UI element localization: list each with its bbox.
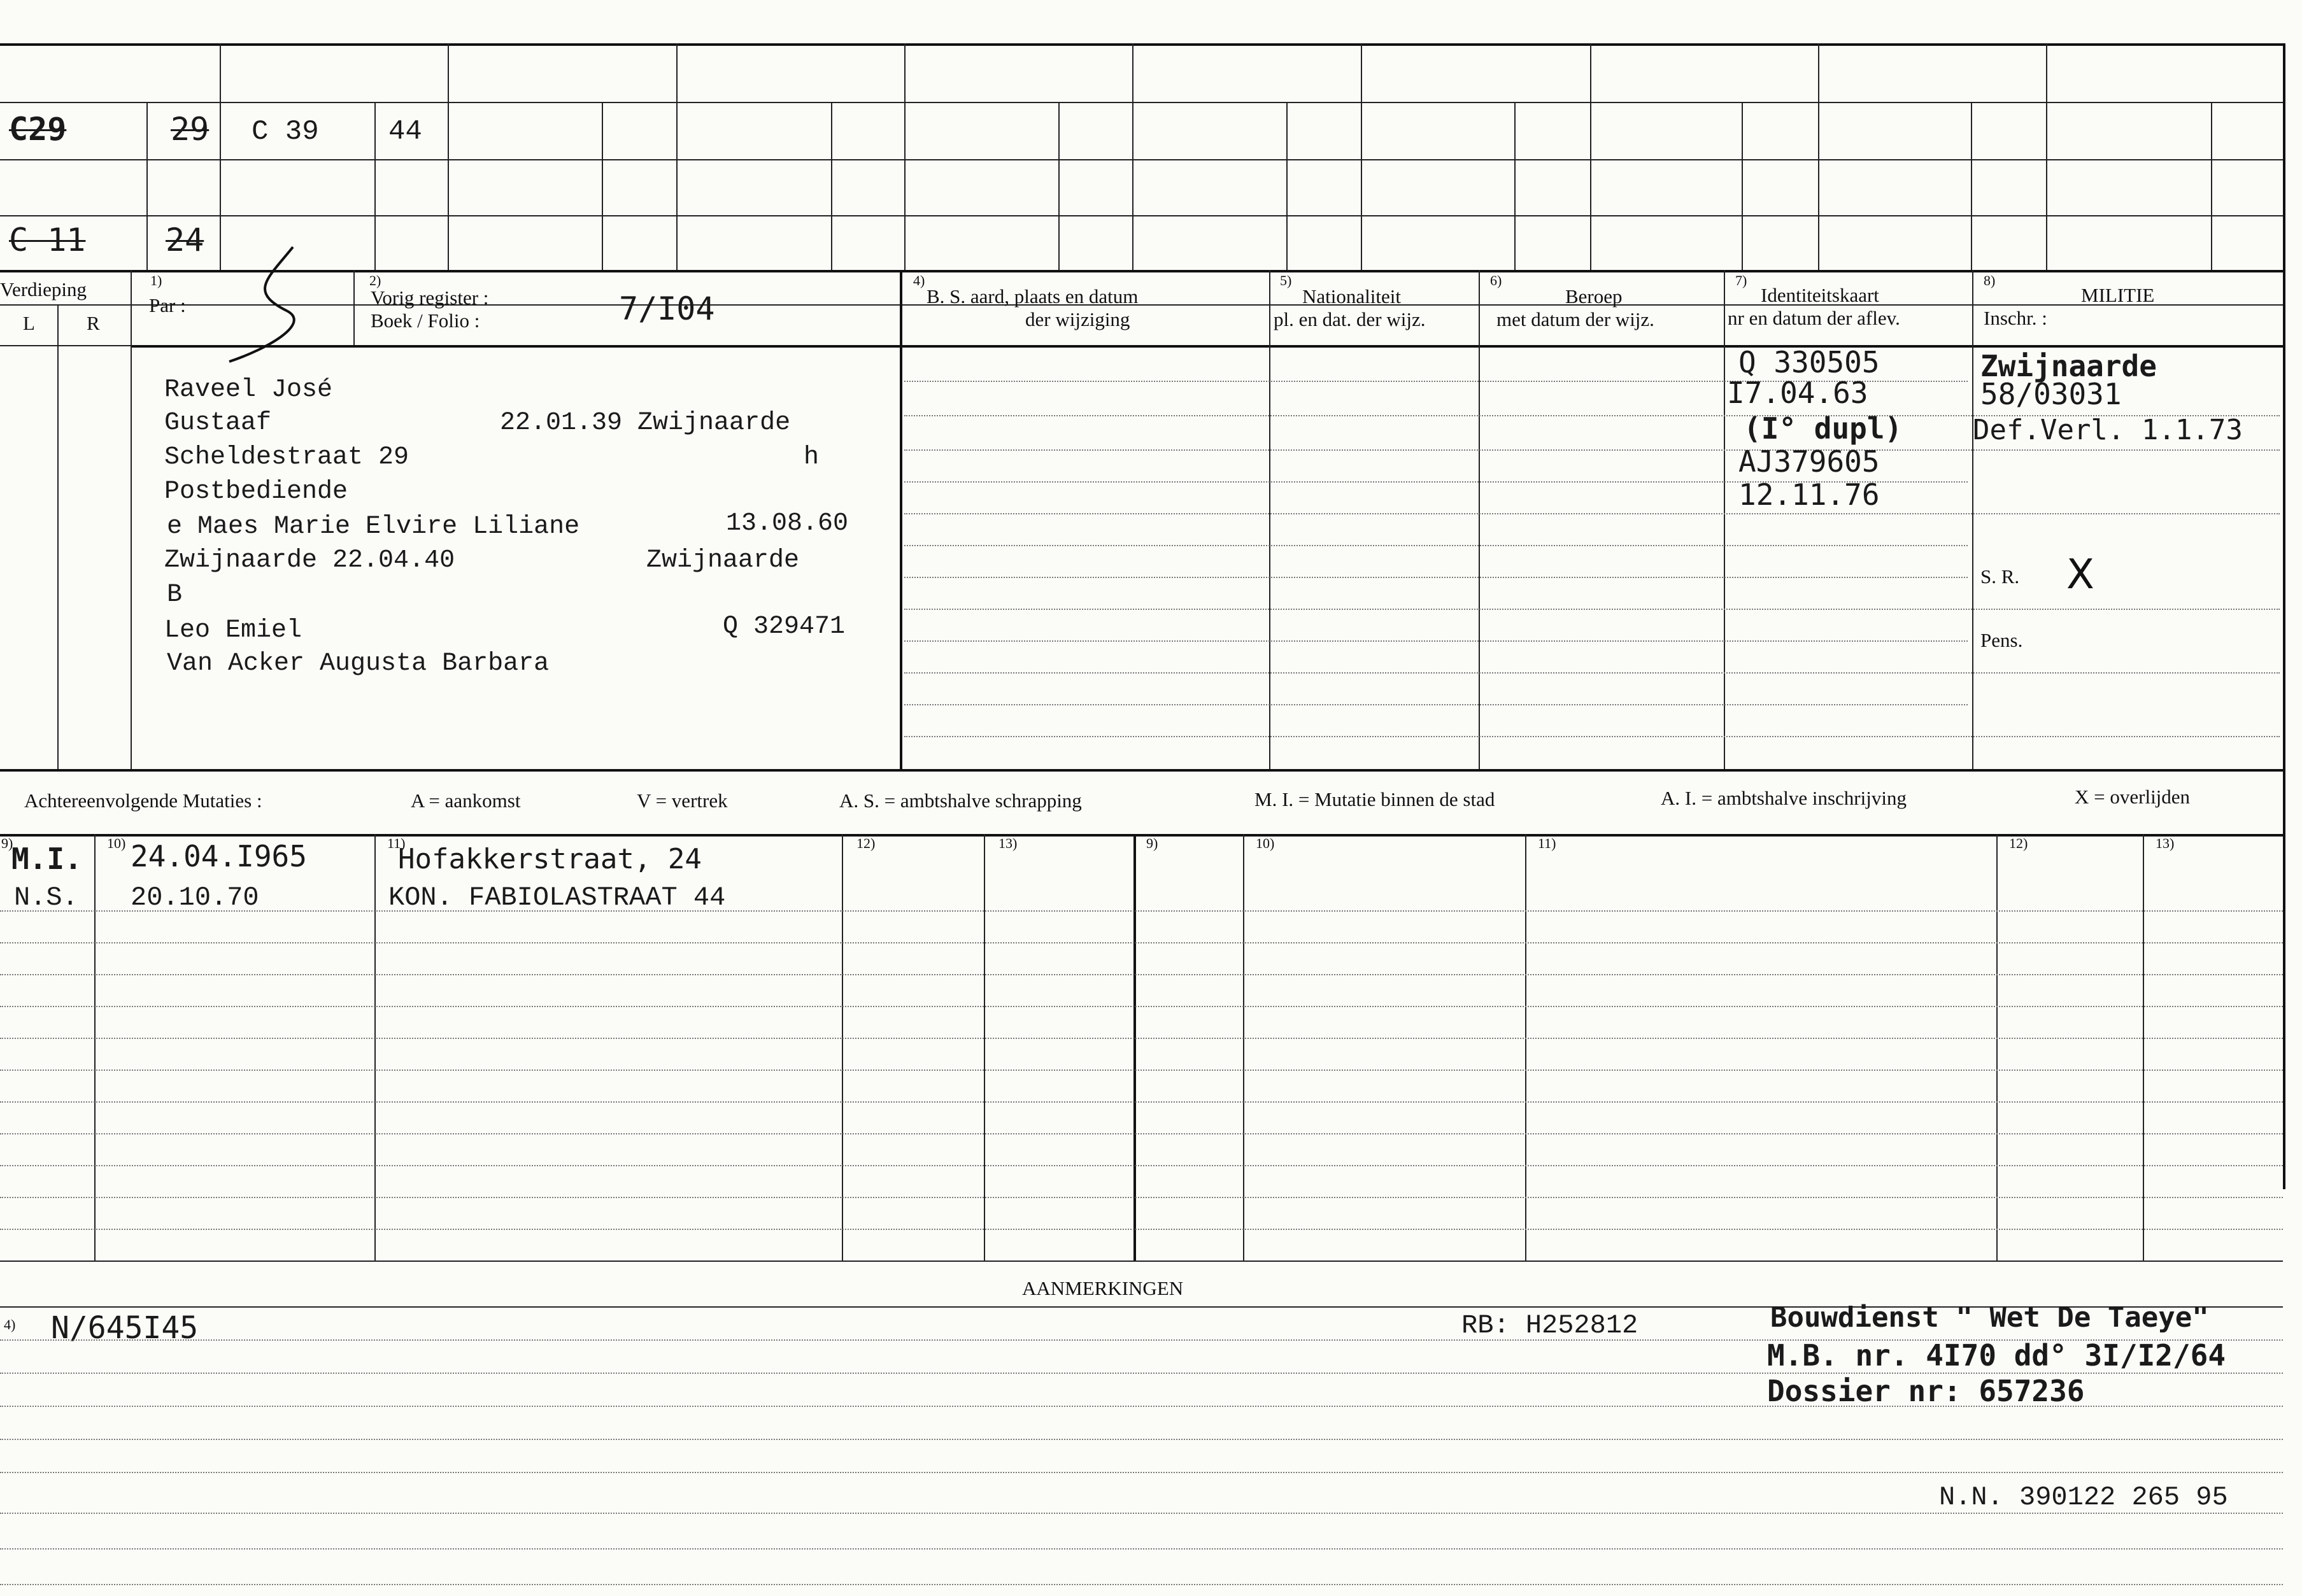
par-num: 1) — [150, 272, 162, 288]
aanmerking-num: 4) — [4, 1317, 16, 1332]
crossed-code-4: 24 — [166, 222, 204, 258]
spouse-birth: Zwijnaarde 22.04.40 — [164, 546, 455, 575]
dossier-nr: Dossier nr: 657236 — [1767, 1374, 2085, 1408]
id-card-2: I7.04.63 — [1727, 376, 1868, 410]
id-card-1: Q 330505 — [1738, 345, 1880, 379]
militie-place: Zwijnaarde — [1980, 349, 2157, 383]
marriage-place: Zwijnaarde — [646, 546, 800, 575]
bouwdienst: Bouwdienst " Wet De Taeye" — [1770, 1301, 2209, 1334]
nat-num: 5) — [1280, 272, 1292, 288]
col-num-11: 11) — [387, 835, 406, 851]
mutatie-2-date: 20.10.70 — [131, 882, 259, 913]
ber-label-1: Beroep — [1565, 285, 1623, 307]
col-num-11b: 11) — [1538, 835, 1556, 851]
vorig-num: 2) — [369, 272, 381, 288]
mil-label: MILITIE — [2081, 284, 2155, 306]
boek-value: 7/I04 — [619, 290, 715, 327]
bs-num: 4) — [913, 272, 925, 288]
person-address: Scheldestraat 29 — [164, 443, 409, 472]
col-num-13: 13) — [998, 835, 1018, 851]
col-num-10: 10) — [107, 835, 126, 851]
bs-label-1: B. S. aard, plaats en datum — [927, 285, 1139, 307]
register-code: C 39 — [252, 116, 319, 148]
mutatie-1-date: 24.04.I965 — [131, 839, 307, 873]
mutatie-1-address: Hofakkerstraat, 24 — [398, 843, 702, 875]
boek-label: Boek / Folio : — [371, 309, 480, 332]
nn-number: N.N. 390122 265 95 — [1939, 1482, 2228, 1513]
mutatie-2-address: KON. FABIOLASTRAAT 44 — [388, 882, 726, 913]
col-l-label: L — [23, 312, 35, 334]
sr-mark: X — [2066, 551, 2094, 598]
crossed-code-3: C 11 — [9, 222, 86, 258]
crossed-code-2: 29 — [171, 111, 210, 148]
militie-number: 58/03031 — [1980, 377, 2122, 411]
mutaties-title: Achtereenvolgende Mutaties : — [24, 789, 262, 812]
par-label: Par : — [149, 294, 186, 316]
mother-name: Van Acker Augusta Barbara — [167, 649, 550, 678]
legend-ai: A. I. = ambtshalve inschrijving — [1661, 787, 1907, 809]
bs-label-2: der wijziging — [1025, 308, 1130, 330]
vorig-label: Vorig register : — [371, 286, 489, 309]
person-b: B — [167, 581, 183, 609]
spouse-name: e Maes Marie Elvire Liliane — [167, 512, 580, 541]
legend-as: A. S. = ambtshalve schrapping — [839, 789, 1082, 812]
aanmerkingen-title: AANMERKINGEN — [1022, 1277, 1184, 1299]
aanmerking-rb: RB: H252812 — [1461, 1310, 1638, 1341]
person-profession: Postbediende — [164, 477, 348, 506]
mutatie-1-code: M.I. — [11, 842, 82, 876]
id-card-5: 12.11.76 — [1738, 477, 1880, 512]
militie-def: Def.Verl. 1.1.73 — [1973, 414, 2243, 446]
col-r-label: R — [87, 312, 100, 334]
ber-label-2: met datum der wijz. — [1496, 308, 1654, 330]
id-num: 7) — [1735, 272, 1747, 288]
block-bottom-line — [0, 769, 2283, 772]
mil-num: 8) — [1984, 272, 1996, 288]
col-num-12b: 12) — [2009, 835, 2028, 851]
id-label-2: nr en datum der aflev. — [1728, 307, 1900, 329]
spouse-date: 13.08.60 — [726, 509, 849, 538]
aanmerking-ref: N/645I45 — [51, 1310, 199, 1346]
id-card-4: AJ379605 — [1738, 444, 1880, 479]
legend-a: A = aankomst — [411, 789, 521, 812]
nat-label-1: Nationaliteit — [1302, 285, 1401, 307]
pens-label: Pens. — [1980, 629, 2023, 651]
handwritten-mark-icon — [217, 241, 318, 368]
person-h: h — [804, 443, 820, 472]
id-label-1: Identiteitskaart — [1761, 284, 1879, 306]
col-num-13b: 13) — [2156, 835, 2175, 851]
person-given: Gustaaf — [164, 409, 272, 437]
verdieping-label: Verdieping — [0, 278, 87, 300]
father-name: Leo Emiel — [164, 616, 302, 645]
crossed-code-1: C29 — [9, 111, 67, 148]
mb-nr: M.B. nr. 4I70 dd° 3I/I2/64 — [1767, 1338, 2226, 1373]
sr-label: S. R. — [1980, 565, 2020, 588]
father-id: Q 329471 — [723, 612, 846, 641]
register-number: 44 — [388, 116, 422, 148]
ber-num: 6) — [1490, 272, 1502, 288]
mutatie-2-code: N.S. — [14, 882, 78, 913]
person-name: Raveel José — [164, 376, 333, 404]
id-card-3: (I° dupl) — [1744, 411, 1903, 446]
legend-mi: M. I. = Mutatie binnen de stad — [1254, 788, 1495, 810]
legend-v: V = vertrek — [637, 789, 728, 812]
nat-label-2: pl. en dat. der wijz. — [1274, 308, 1426, 330]
person-birth: 22.01.39 Zwijnaarde — [500, 409, 791, 437]
col-num-12: 12) — [856, 835, 876, 851]
inschr-label: Inschr. : — [1984, 307, 2047, 329]
col-num-9b: 9) — [1146, 835, 1158, 851]
legend-x: X = overlijden — [2075, 786, 2191, 808]
col-num-10b: 10) — [1256, 835, 1275, 851]
col-num-9: 9) — [1, 835, 13, 851]
